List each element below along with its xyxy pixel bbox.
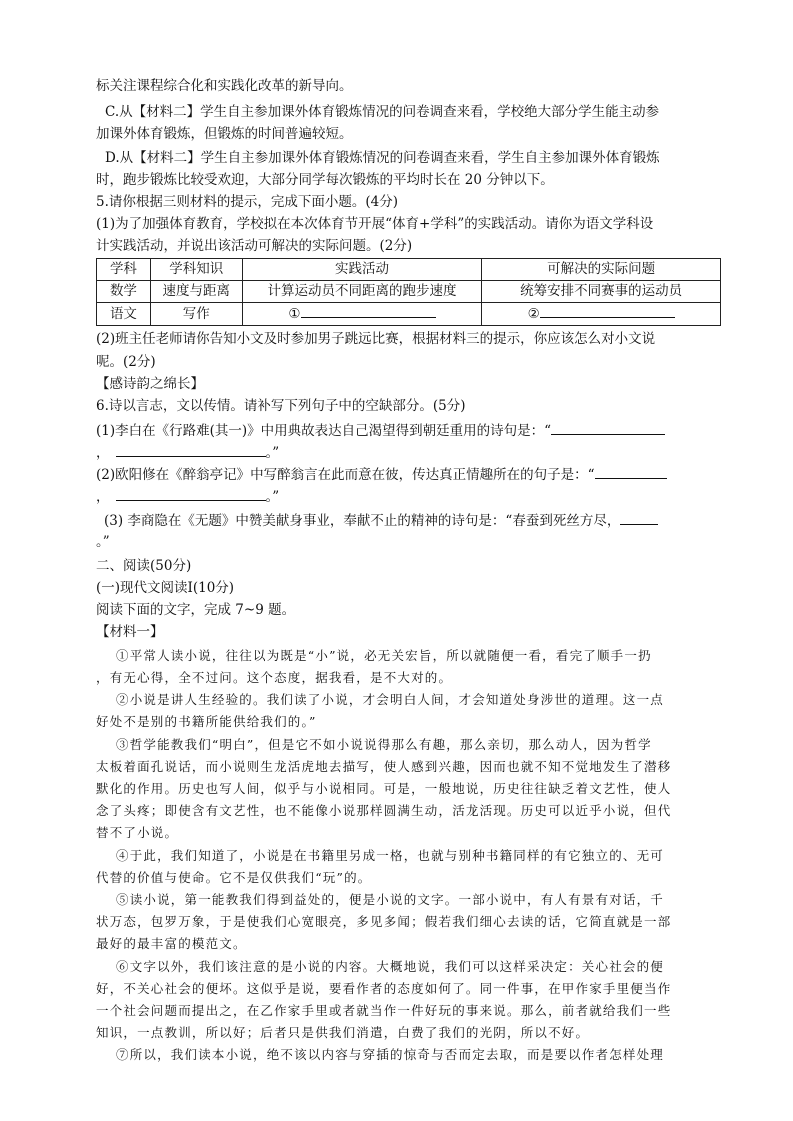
passage-line: 代替的价值与使命。它不是仅供我们“玩”的。	[96, 870, 372, 885]
passage-line: ②小说是讲人生经验的。我们读了小说，才会明白人间，才会知道处身涉世的道理。这一点	[116, 692, 665, 707]
section-heading-poem: 【感诗韵之绵长】	[96, 376, 204, 392]
q6-item2-comma: ，	[96, 489, 110, 505]
passage-line: 一个社会问题而提出之，在乙作家手里或者就当作一件好玩的事来说。那么，前者就给我们一些	[96, 1003, 672, 1018]
answer-marker-1: ①	[288, 306, 301, 322]
passage-line: 状万态，包罗万象，于是使我们心宽眼亮，多见多闻；假若我们细心去读的话，它简直就是一部	[96, 914, 672, 929]
passage-line: 好处不是别的书籍所能供给我们的。”	[96, 714, 317, 729]
q6-item1-line2	[96, 442, 279, 463]
q4-continuation: 标关注课程综合化和实践化改革的新导向。	[96, 78, 353, 94]
table-header-cell: 学科知识	[150, 259, 242, 281]
passage-line: 念了头疼；即使含有文艺性，也不能像小说那样圆满生动，活龙活现。历史可以近乎小说，但代	[96, 803, 672, 818]
table-cell: 语文	[97, 303, 151, 326]
q6-item3-text: (3) 李商隐在《无题》中赞美献身事业，奉献不止的精神的诗句是：“春蚕到死丝方尽，	[104, 513, 621, 529]
answer-blank-2[interactable]	[540, 303, 675, 318]
q6-blank-3[interactable]	[620, 510, 658, 525]
q6-blank-1b[interactable]	[116, 442, 266, 457]
passage-line: ①平常人读小说，往往以为既是“小”说，必无关宏旨，所以就随便一看，看完了顺手一扔	[116, 648, 652, 663]
q6-item1-end: 。”	[265, 445, 280, 461]
passage-line: ⑤读小说，第一能教我们得到益处的，便是小说的文字。一部小说中，有人有景有对话，千	[116, 892, 665, 907]
table-cell: 统筹安排不同赛事的运动员	[482, 281, 721, 303]
section2-subtitle: (一)现代文阅读Ⅰ(10分)	[96, 580, 235, 596]
table-cell: 速度与距离	[150, 281, 242, 303]
passage-line: ⑥文字以外，我们该注意的是小说的内容。大概地说，我们可以这样采决定：关心社会的便	[116, 959, 665, 974]
q6-title: 6.诗以言志，文以传情。请补写下列句子中的空缺部分。(5分)	[96, 398, 466, 414]
material-one-label: 【材料一】	[96, 624, 164, 640]
passage-line: 好，不关心社会的便坏。这似乎是说，要看作者的态度如何了。同一件事，在甲作家手里便当作	[96, 981, 672, 996]
q5-part1-line2: 计实践活动，并说出该活动可解决的实际问题。(2分)	[96, 238, 413, 254]
practice-activity-table	[96, 258, 721, 326]
q5-part2-line2: 呢。(2分)	[96, 354, 156, 370]
q6-item2-end: 。”	[265, 489, 280, 505]
q4-option-d-line1: D.从【材料二】学生自主参加课外体育锻炼情况的问卷调查来看，学生自主参加课外体育锻炼	[105, 150, 660, 166]
q6-item3-line1	[104, 510, 658, 531]
table-row	[97, 281, 721, 303]
table-header-row	[97, 259, 721, 281]
q4-option-c-line2: 加课外体育锻炼，但锻炼的时间普遍较短。	[96, 126, 353, 142]
passage-line: ④于此，我们知道了，小说是在书籍里另成一格，也就与别种书籍同样的有它独立的、无可	[116, 848, 665, 863]
table-cell: 写作	[150, 303, 242, 326]
q5-part1-line1: (1)为了加强体育教育，学校拟在本次体育节开展“体育+学科”的实践活动。请你为语文学科设	[96, 216, 654, 232]
q4-option-c-line1: C.从【材料二】学生自主参加课外体育锻炼情况的问卷调查来看，学校绝大部分学生能主动参	[105, 104, 660, 120]
q6-item1-line1	[96, 420, 665, 441]
table-cell: 计算运动员不同距离的跑步速度	[242, 281, 482, 303]
q6-item1-comma: ，	[96, 445, 110, 461]
passage-line: 知识，一点教训，所以好；后者只是供我们消遣，白费了我们的光阴，所以不好。	[96, 1025, 590, 1040]
answer-cell-1[interactable]	[242, 303, 482, 326]
q6-item2-text: (2)欧阳修在《醉翁亭记》中写醉翁言在此而意在彼，传达真正情趣所在的句子是：“	[96, 467, 595, 483]
passage-line: 替不了小说。	[96, 825, 179, 840]
table-row	[97, 303, 721, 326]
q6-blank-1a[interactable]	[551, 420, 665, 435]
table-header-cell: 可解决的实际问题	[482, 259, 721, 281]
q6-item2-line1	[96, 464, 667, 485]
passage-line: ③哲学能教我们“明白”，但是它不如小说说得那么有趣，那么亲切，那么动人，因为哲学	[116, 737, 652, 752]
passage-line: 太板着面孔说话，而小说则生龙活虎地去描写，使人感到兴趣，因而也就不知不觉地发生了潜移	[96, 759, 672, 774]
q6-item3-line2: 。”	[96, 534, 110, 550]
answer-blank-1[interactable]	[301, 303, 436, 318]
q4-option-d-line2: 时，跑步锻炼比较受欢迎，大部分同学每次锻炼的平均时长在 20 分钟以下。	[96, 172, 554, 188]
passage-line: 默化的作用。历史也写人间，似乎与小说相同。可是，一般地说，历史往往缺乏着文艺性，使人	[96, 781, 672, 796]
table-header-cell: 实践活动	[242, 259, 482, 281]
q6-item1-text: (1)李白在《行路难(其一)》中用典故表达自己渴望得到朝廷重用的诗句是：“	[96, 423, 552, 439]
q5-part2-line1: (2)班主任老师请你告知小文及时参加男子跳远比赛，根据材料三的提示，你应该怎么对小文说	[96, 331, 656, 347]
table-header-cell: 学科	[97, 259, 151, 281]
section2-title: 二、阅读(50分)	[96, 558, 192, 574]
answer-marker-2: ②	[527, 306, 540, 322]
table-cell: 数学	[97, 281, 151, 303]
reading-instruction: 阅读下面的文字，完成 7~9 题。	[96, 602, 296, 618]
q6-blank-2a[interactable]	[595, 464, 667, 479]
passage-line: ，有无心得，全不过问。这个态度，据我看，是不大对的。	[96, 670, 453, 685]
q5-title: 5.请你根据三则材料的提示，完成下面小题。(4分)	[96, 194, 399, 210]
passage-line: 最好的最丰富的模范文。	[96, 936, 247, 951]
q6-blank-2b[interactable]	[116, 486, 266, 501]
q6-item2-line2	[96, 486, 279, 507]
passage-line: ⑦所以，我们读本小说，绝不该以内容与穿插的惊奇与否而定去取，而是要以作者怎样处理	[116, 1047, 665, 1062]
answer-cell-2[interactable]	[482, 303, 721, 326]
